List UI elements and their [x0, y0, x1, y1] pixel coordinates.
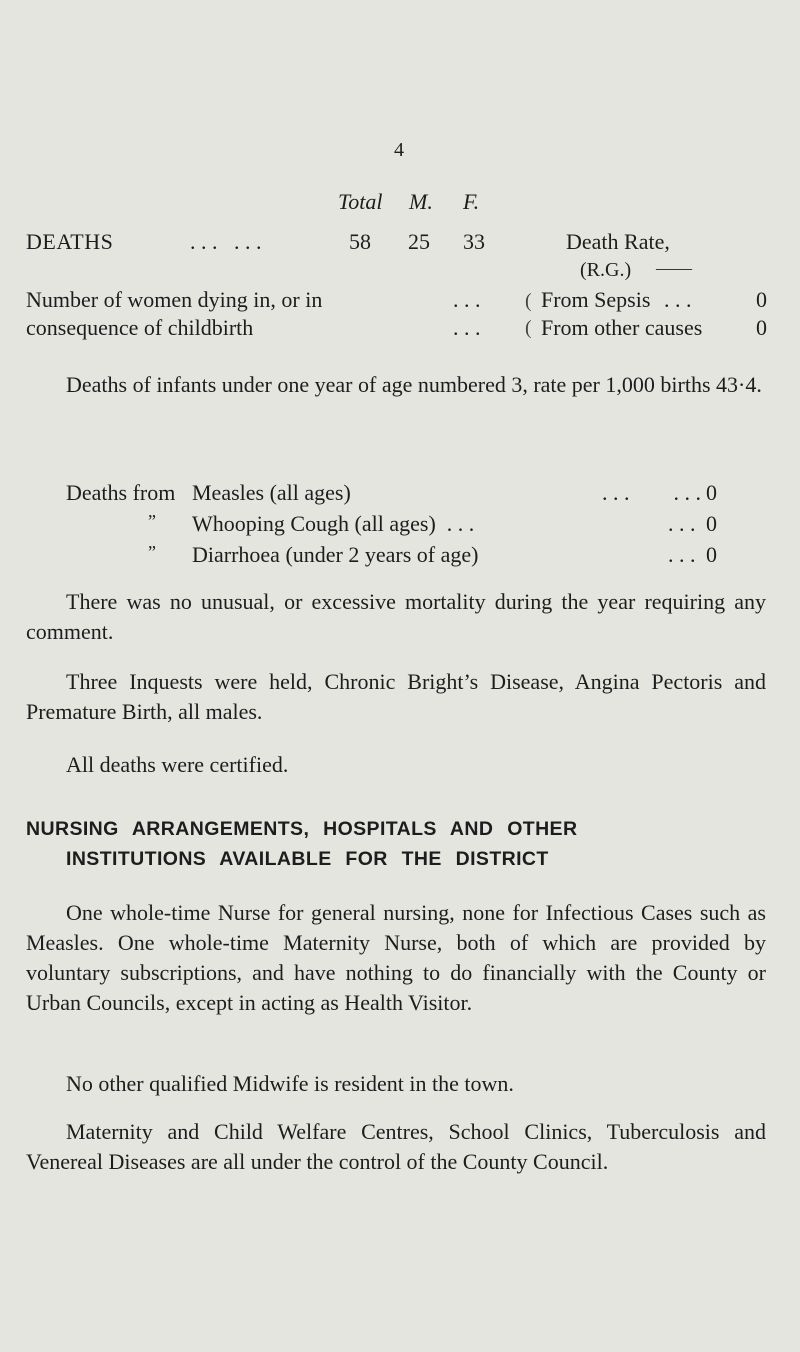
- deaths-label: DEATHS: [26, 229, 114, 254]
- cause-dots-whooping: . . .: [668, 511, 696, 536]
- sepsis-dots: . . .: [664, 287, 692, 312]
- deaths-male: 25: [408, 229, 430, 254]
- cause-value-measles: 0: [706, 480, 717, 505]
- death-rate-label: Death Rate,: [566, 229, 670, 254]
- page-number: 4: [394, 139, 404, 161]
- cause-prefix-diarrhoea: ”: [148, 542, 156, 562]
- nursing-text-1: One whole-time Nurse for general nursing, none for Infectious Cases such as Measles. One whole-time Maternity Nurse, both of which are provided by voluntary subscriptions, and have nothing to do financially with the County or Urban Councils, except in acting as Health Visitor.: [26, 900, 766, 1015]
- sepsis-label: From Sepsis: [541, 287, 651, 312]
- childbirth-dots-2: . . .: [453, 315, 481, 340]
- infant-deaths-paragraph: [26, 370, 766, 400]
- nursing-heading-line2: INSTITUTIONS AVAILABLE FOR THE DISTRICT: [66, 848, 549, 870]
- mortality-text: There was no unusual, or excessive mortality during the year requiring any comment.: [26, 589, 766, 644]
- death-rate-value: ——: [656, 258, 692, 278]
- deaths-total: 58: [349, 229, 371, 254]
- column-header-male: M.: [409, 189, 433, 214]
- sepsis-value: 0: [756, 287, 767, 312]
- mortality-paragraph: [26, 587, 766, 647]
- cause-label-measles: Measles (all ages): [192, 480, 351, 505]
- other-causes-value: 0: [756, 315, 767, 340]
- nursing-text-2: No other qualified Midwife is resident in the town.: [66, 1071, 514, 1096]
- column-header-female: F.: [463, 189, 480, 214]
- cause-prefix-whooping: ”: [148, 511, 156, 531]
- nursing-paragraph-3: [26, 1117, 766, 1177]
- death-rate-source: (R.G.): [580, 259, 632, 281]
- cause-value-diarrhoea: 0: [706, 542, 717, 567]
- deaths-leader-dots: . . . . . .: [190, 229, 262, 254]
- nursing-paragraph-1: [26, 898, 766, 1018]
- cause-dots-measles: . . . . . .: [602, 480, 701, 505]
- cause-label-diarrhoea: Diarrhoea (under 2 years of age): [192, 542, 479, 567]
- other-causes-label: From other causes: [541, 315, 703, 340]
- childbirth-text-line1: Number of women dying in, or in: [26, 287, 323, 312]
- deaths-female: 33: [463, 229, 485, 254]
- cause-value-whooping: 0: [706, 511, 717, 536]
- cause-label-whooping: Whooping Cough (all ages) . . .: [192, 511, 475, 536]
- cause-prefix-measles: Deaths from: [66, 480, 176, 505]
- infant-deaths-text: Deaths of infants under one year of age numbered 3, rate per 1,000 births 43·4.: [66, 372, 762, 397]
- childbirth-dots-1: . . .: [453, 287, 481, 312]
- inquests-text: Three Inquests were held, Chronic Bright’s Disease, Angina Pectoris and Premature Birth, all males.: [26, 669, 766, 724]
- brace-icon: ( (: [525, 290, 532, 339]
- childbirth-text-line2: consequence of childbirth: [26, 315, 254, 340]
- column-header-total: Total: [338, 189, 383, 214]
- certified-text: All deaths were certified.: [66, 752, 289, 777]
- inquests-paragraph: [26, 667, 766, 727]
- nursing-heading-line1: NURSING ARRANGEMENTS, HOSPITALS AND OTHER: [26, 818, 578, 840]
- cause-dots-diarrhoea: . . .: [668, 542, 696, 567]
- nursing-text-3: Maternity and Child Welfare Centres, School Clinics, Tuberculosis and Venereal Diseases are all under the control of the County Council.: [26, 1119, 766, 1174]
